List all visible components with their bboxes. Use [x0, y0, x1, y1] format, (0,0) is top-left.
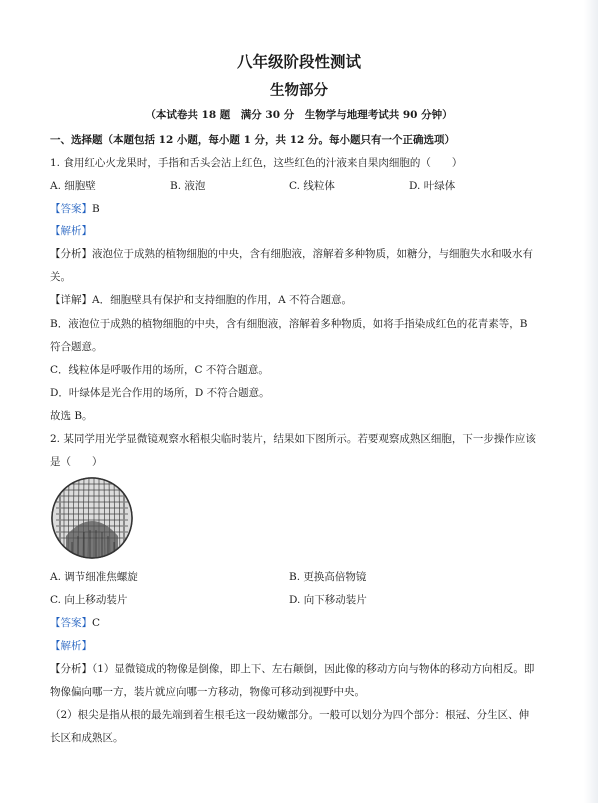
- q2-stem-line2: 是（ ）: [50, 456, 103, 468]
- q1-fenxi-line2: 关。: [50, 271, 71, 283]
- q2-answer: C: [92, 617, 101, 629]
- q2-option-c: C. 向上移动装片: [50, 594, 128, 606]
- q2-answer-tag: 【答案】: [50, 617, 92, 629]
- q1-detail-tag: 【详解】: [50, 294, 92, 306]
- section-heading: 一、选择题（本题包括 12 小题，每小题 1 分，共 12 分。每小题只有一个正确选项）: [50, 134, 455, 146]
- q2-fenxi-line2: 物像偏向哪一方，装片就应向哪一方移动，物像可移动到视野中央。: [50, 686, 365, 698]
- q1-fenxi-line1: [50, 247, 533, 261]
- q2-analysis-tag: 【解析】: [50, 640, 92, 652]
- q1-option-c: C. 线粒体: [289, 180, 335, 192]
- q1-option-b: B. 液泡: [170, 180, 206, 192]
- q1-analysis-tag: 【解析】: [50, 225, 92, 237]
- exam-subtitle: 生物部分: [270, 82, 328, 99]
- q2-fenxi-text: （1）显微镜成的物像是倒像，即上下、左右颠倒，因此像的移动方向与物体的移动方向相反。即: [92, 663, 535, 675]
- q1-answer: B: [92, 203, 100, 215]
- q2-option-a: A. 调节细准焦螺旋: [50, 571, 138, 583]
- q1-detail-d: D．叶绿体是光合作用的场所，D 不符合题意。: [50, 387, 270, 399]
- q2-option-d: D. 向下移动装片: [289, 594, 367, 606]
- q1-detail-c: C．线粒体是呼吸作用的场所，C 不符合题意。: [50, 364, 269, 376]
- q1-answer-tag: 【答案】: [50, 203, 92, 215]
- q2-stem-line1: 2. 某同学用光学显微镜观察水稻根尖临时装片，结果如下图所示。若要观察成熟区细胞，下一步操作应该: [50, 433, 536, 445]
- q2-fenxi-tag: 【分析】: [50, 663, 92, 675]
- q1-fenxi-tag: 【分析】: [50, 248, 92, 260]
- exam-info: （本试卷共 18 题 满分 30 分 生物学与地理考试共 90 分钟）: [145, 109, 453, 121]
- q1-detail-b1: B．液泡位于成熟的植物细胞的中央，含有细胞液，溶解着多种物质，如将手指染成红色的花青素等，B: [50, 318, 528, 330]
- q1-detail-a-text: A．细胞壁具有保护和支持细胞的作用，A 不符合题意。: [92, 294, 353, 306]
- q1-detail-a: [50, 293, 352, 307]
- microscope-field-figure: [50, 476, 134, 560]
- exam-title: 八年级阶段性测试: [236, 52, 361, 71]
- q2-point2-line2: 长区和成熟区。: [50, 732, 124, 744]
- q1-detail-b2: 符合题意。: [50, 341, 103, 353]
- q2-fenxi-line1: [50, 662, 534, 676]
- q1-stem: 1. 食用红心火龙果时，手指和舌头会沾上红色，这些红色的汁液来自果肉细胞的（ ）: [50, 157, 463, 169]
- q1-fenxi-text: 液泡位于成熟的植物细胞的中央，含有细胞液，溶解着多种物质，如糖分，与细胞失水和吸水有: [92, 248, 533, 260]
- q1-conclusion: 故选 B。: [50, 410, 93, 422]
- q2-answer-line: [50, 616, 100, 630]
- q1-option-d: D. 叶绿体: [409, 180, 456, 192]
- q2-option-b: B. 更换高倍物镜: [289, 571, 367, 583]
- q1-option-a: A. 细胞壁: [50, 180, 96, 192]
- q1-answer-line: [50, 202, 100, 216]
- q2-point2-line1: （2）根尖是指从根的最先端到着生根毛这一段幼嫩部分。一般可以划分为四个部分：根冠、分生区、伸: [50, 709, 530, 721]
